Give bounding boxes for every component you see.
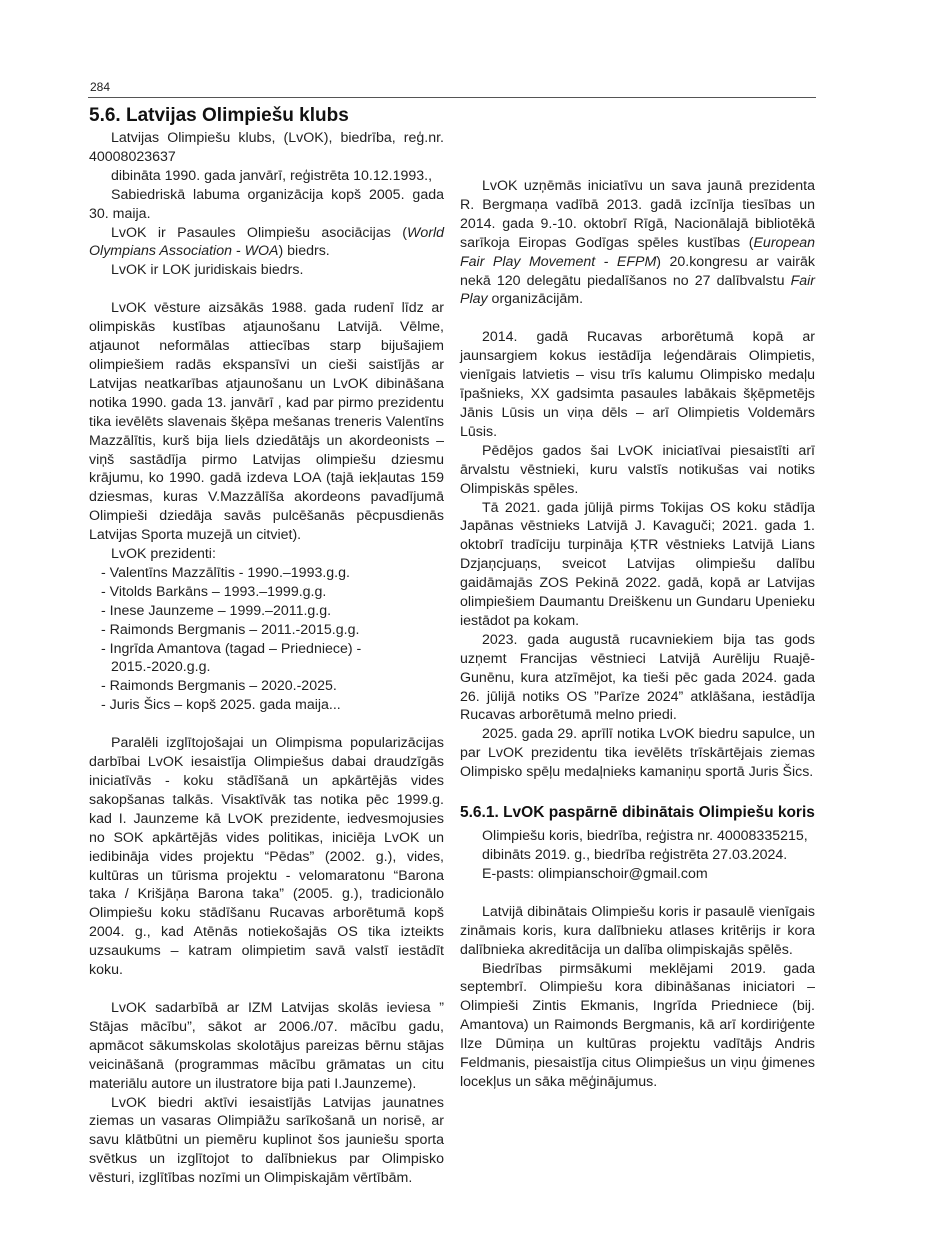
presidents-label: LvOK prezidenti: — [111, 546, 216, 563]
list-item: - Valentīns Mazzālītis - 1990.–1993.g.g. — [101, 564, 444, 583]
trees-paragraph-3: Tā 2021. gada jūlijā pirms Tokijas OS koku stādīja Japānas vēstnieks Latvijā J. Kavaguči; 2021. gada 1. oktobrī tradīciju turpināja ĶTR vēstnieks Latvijā Lians Dzjaņcjuaņs, sveicot Latvijas olimpiešu dalību gaidāmajās ZOS Pekinā 2022. gadā, kopā ar Latvijas olimpiešiem Daumantu Dreiškenu un Gundaru Upenieku iestādot pa kokam. — [460, 499, 815, 629]
izm-paragraph: LvOK sadarbībā ar IZM Latvijas skolās ieviesa ” Stājas mācību”, sākot ar 2006./07. mācību gadu, apmācot sākumskolas skolotājus pareizas bērnu stājas veicināšanā (programmas mācību grāmatas un citu materiālu autore un ilustratore bija pati I.Jaunzeme). — [89, 999, 444, 1092]
intro-woa-member: LvOK ir Pasaules Olimpiešu asociācijas (World Olympians Association - WOA) biedrs. — [89, 224, 444, 260]
trees-paragraph-5: 2025. gada 29. aprīlī notika LvOK biedru sapulce, un par LvOK prezidentu tika ievēlēts trīskārtējais ziemas Olimpisko spēļu medaļnieks kamaniņu sportā Juris Šics. — [460, 726, 815, 781]
list-item: - Juris Šics – kopš 2025. gada maija... — [101, 696, 444, 715]
history-paragraph: LvOK vēsture aizsākās 1988. gada rudenī līdz ar olimpiskās kustības atjaunošanu Latvijā. Vēlme, atjaunot neformālas attiecības starp bijušajiem olimpiešiem radās ekspansīvi un cieši saistījās ar Latvijas neatkarības atjaunošanu un LvOK dibināšana notika 1990. gada 13. janvārī , kad par pirmo prezidentu tika ievēlēts slavenais šķēpa mešanas treneris Valentīns Mazzālītis, kurš bija liels dziedātājs un akordeonists – viņš sastādīja pirmo Latvijas olimpiešu dziesmu krājumu, ko 1990. gadā izdeva LOA (tajā iekļautas 159 dziesmas, kuras V.Mazzālīša akordeons pavadījumā Olimpieši dziedāja savās pulcēšanās pēcpusdienās Latvijas Sporta muzejā un citviet). — [89, 300, 444, 544]
youth-paragraph: LvOK biedri aktīvi iesaistījās Latvijas jaunatnes ziemas un vasaras Olimpiāžu sarīkošanā un norisē, ar savu klātbūtni un piemēru kuplinot šos jauniešu sporta svētkus un izglītojot to dalībniekus par Olimpisko vēsturi, izglītības nozīmi un Olimpiskajām vērtībām. — [89, 1094, 444, 1187]
choir-email: E-pasts: olimpianschoir@gmail.com — [482, 865, 708, 882]
right-column — [460, 104, 815, 1092]
subsection-title: 5.6.1. LvOK paspārnē dibinātais Olimpiešu koris — [460, 804, 815, 822]
trees-paragraph-4: 2023. gada augustā rucavniekiem bija tas gods uzņemt Francijas vēstnieci Latvijā Aurēliju Ruajē-Gunēnu, kura atzīmējot, ka tieši pēc gada 2024. gada 26. jūlijā notiks OS ”Parīze 2024” atklāšana, iestādīja Rucavas arborētumā melno priedi. — [460, 631, 815, 724]
efpm-paragraph: LvOK uzņēmās iniciatīvu un sava jaunā prezidenta R. Bergmaņa vadībā 2013. gadā izcīnīja tiesības un 2014. gada 9.-10. oktobrī Rīgā, Nacionālajā bibliotēkā sarīkoja Eiropas Godīgas spēles kustības (European Fair Play Movement - EFPM) 20.kongresu ar vairāk nekā 120 delegātu piedalīšanos no 27 dalībvalstu Fair Play organizācijām. — [460, 178, 815, 308]
presidents-list — [89, 564, 444, 715]
intro-registration: Latvijas Olimpiešu klubs, (LvOK), biedrība, reģ.nr. 40008023637 — [89, 130, 444, 165]
list-item: - Inese Jaunzeme – 1999.–2011.g.g. — [101, 602, 444, 621]
intro-lok-member: LvOK ir LOK juridiskais biedrs. — [111, 262, 304, 279]
choir-registration: Olimpiešu koris, biedrība, reģistra nr. 40008335215, — [482, 828, 808, 845]
choir-paragraph-2: Biedrības pirmsākumi meklējami 2019. gada septembrī. Olimpiešu kora dibināšanas iniciatori – Olimpieši Zintis Ekmanis, Ingrīda Priedniece (bij. Amantova) un Raimonds Bergmanis, kā arī kordiriģente Ilze Dūmiņa un kultūras projektu vadītājs Andris Feldmanis, piesaistīja citus Olimpiešus un viņu ģimenes locekļus un sāka mēģinājumus. — [460, 960, 815, 1090]
choir-paragraph-1: Latvijā dibinātais Olimpiešu koris ir pasaulē vienīgais zināmais koris, kura dalībnieku atlases kritērijs ir kora dalībnieka akreditācija un dalība olimpiskajās spēlēs. — [460, 903, 815, 958]
trees-paragraph-1: 2014. gadā Rucavas arborētumā kopā ar jaunsargiem kokus iestādīja leģendārais Olimpietis, vienīgais latvietis – visu trīs kalumu Olimpisko medaļu īpašnieks, XX gadsimta pasaules labākais šķēpmetējs Jānis Lūsis un viņa dēls – arī Olimpietis Voldemārs Lūsis. — [460, 329, 815, 440]
list-item: - Ingrīda Amantova (tagad – Priedniece) - 2015.-2020.g.g. — [101, 640, 444, 678]
intro-public-benefit: Sabiedriskā labuma organizācija kopš 2005. gada 30. maija. — [89, 186, 444, 222]
page-number: 284 — [90, 80, 111, 94]
choir-founded: dibināts 2019. g., biedrība reģistrēta 27.03.2024. — [482, 847, 788, 863]
header-rule — [88, 97, 816, 98]
trees-paragraph-2: Pēdējos gados šai LvOK iniciatīvai piesaistīti arī ārvalstu vēstnieki, kuru valstīs notikušas vai notiks Olimpiskās spēles. — [460, 442, 815, 497]
list-item: - Raimonds Bergmanis – 2011.-2015.g.g. — [101, 621, 444, 640]
intro-founded: dibināta 1990. gada janvārī, reģistrēta 10.12.1993., — [111, 167, 433, 184]
list-item: - Vitolds Barkāns – 1993.–1999.g.g. — [101, 583, 444, 602]
parallel-paragraph: Paralēli izglītojošajai un Olimpisma popularizācijas darbībai LvOK iesaistīja Olimpiešus dabai draudzīgās iniciatīvās - koku stādīšanā un apkārtējās vides sakopšanas talkās. Visaktīvāk tas notika pēc 1999.g. kad I. Jaunzeme kā LvOK prezidente, iedvesmojusies no SOK apkārtējās vides politikas, iniciēja LvOK un iedibināja vides projektu “Pēdas” (2002. g.), vides, kultūras un tūrisma projektu - velomaratonu “Barona taka / Krišjāņa Barona taka” (2005. g.), tradicionālo Olimpiešu koku stādīšanu Rucavas arborētumā kopš 2004. g., kad Atēnās notiekošajās OS tika izteikts uzsaukums – katram olimpietim savā valstī iestādīt koku. — [89, 735, 444, 979]
left-column — [89, 104, 444, 1188]
list-item: - Raimonds Bergmanis – 2020.-2025. — [101, 677, 444, 696]
section-title: 5.6. Latvijas Olimpiešu klubs — [89, 105, 349, 126]
youth-continuation-spacer — [460, 104, 815, 158]
